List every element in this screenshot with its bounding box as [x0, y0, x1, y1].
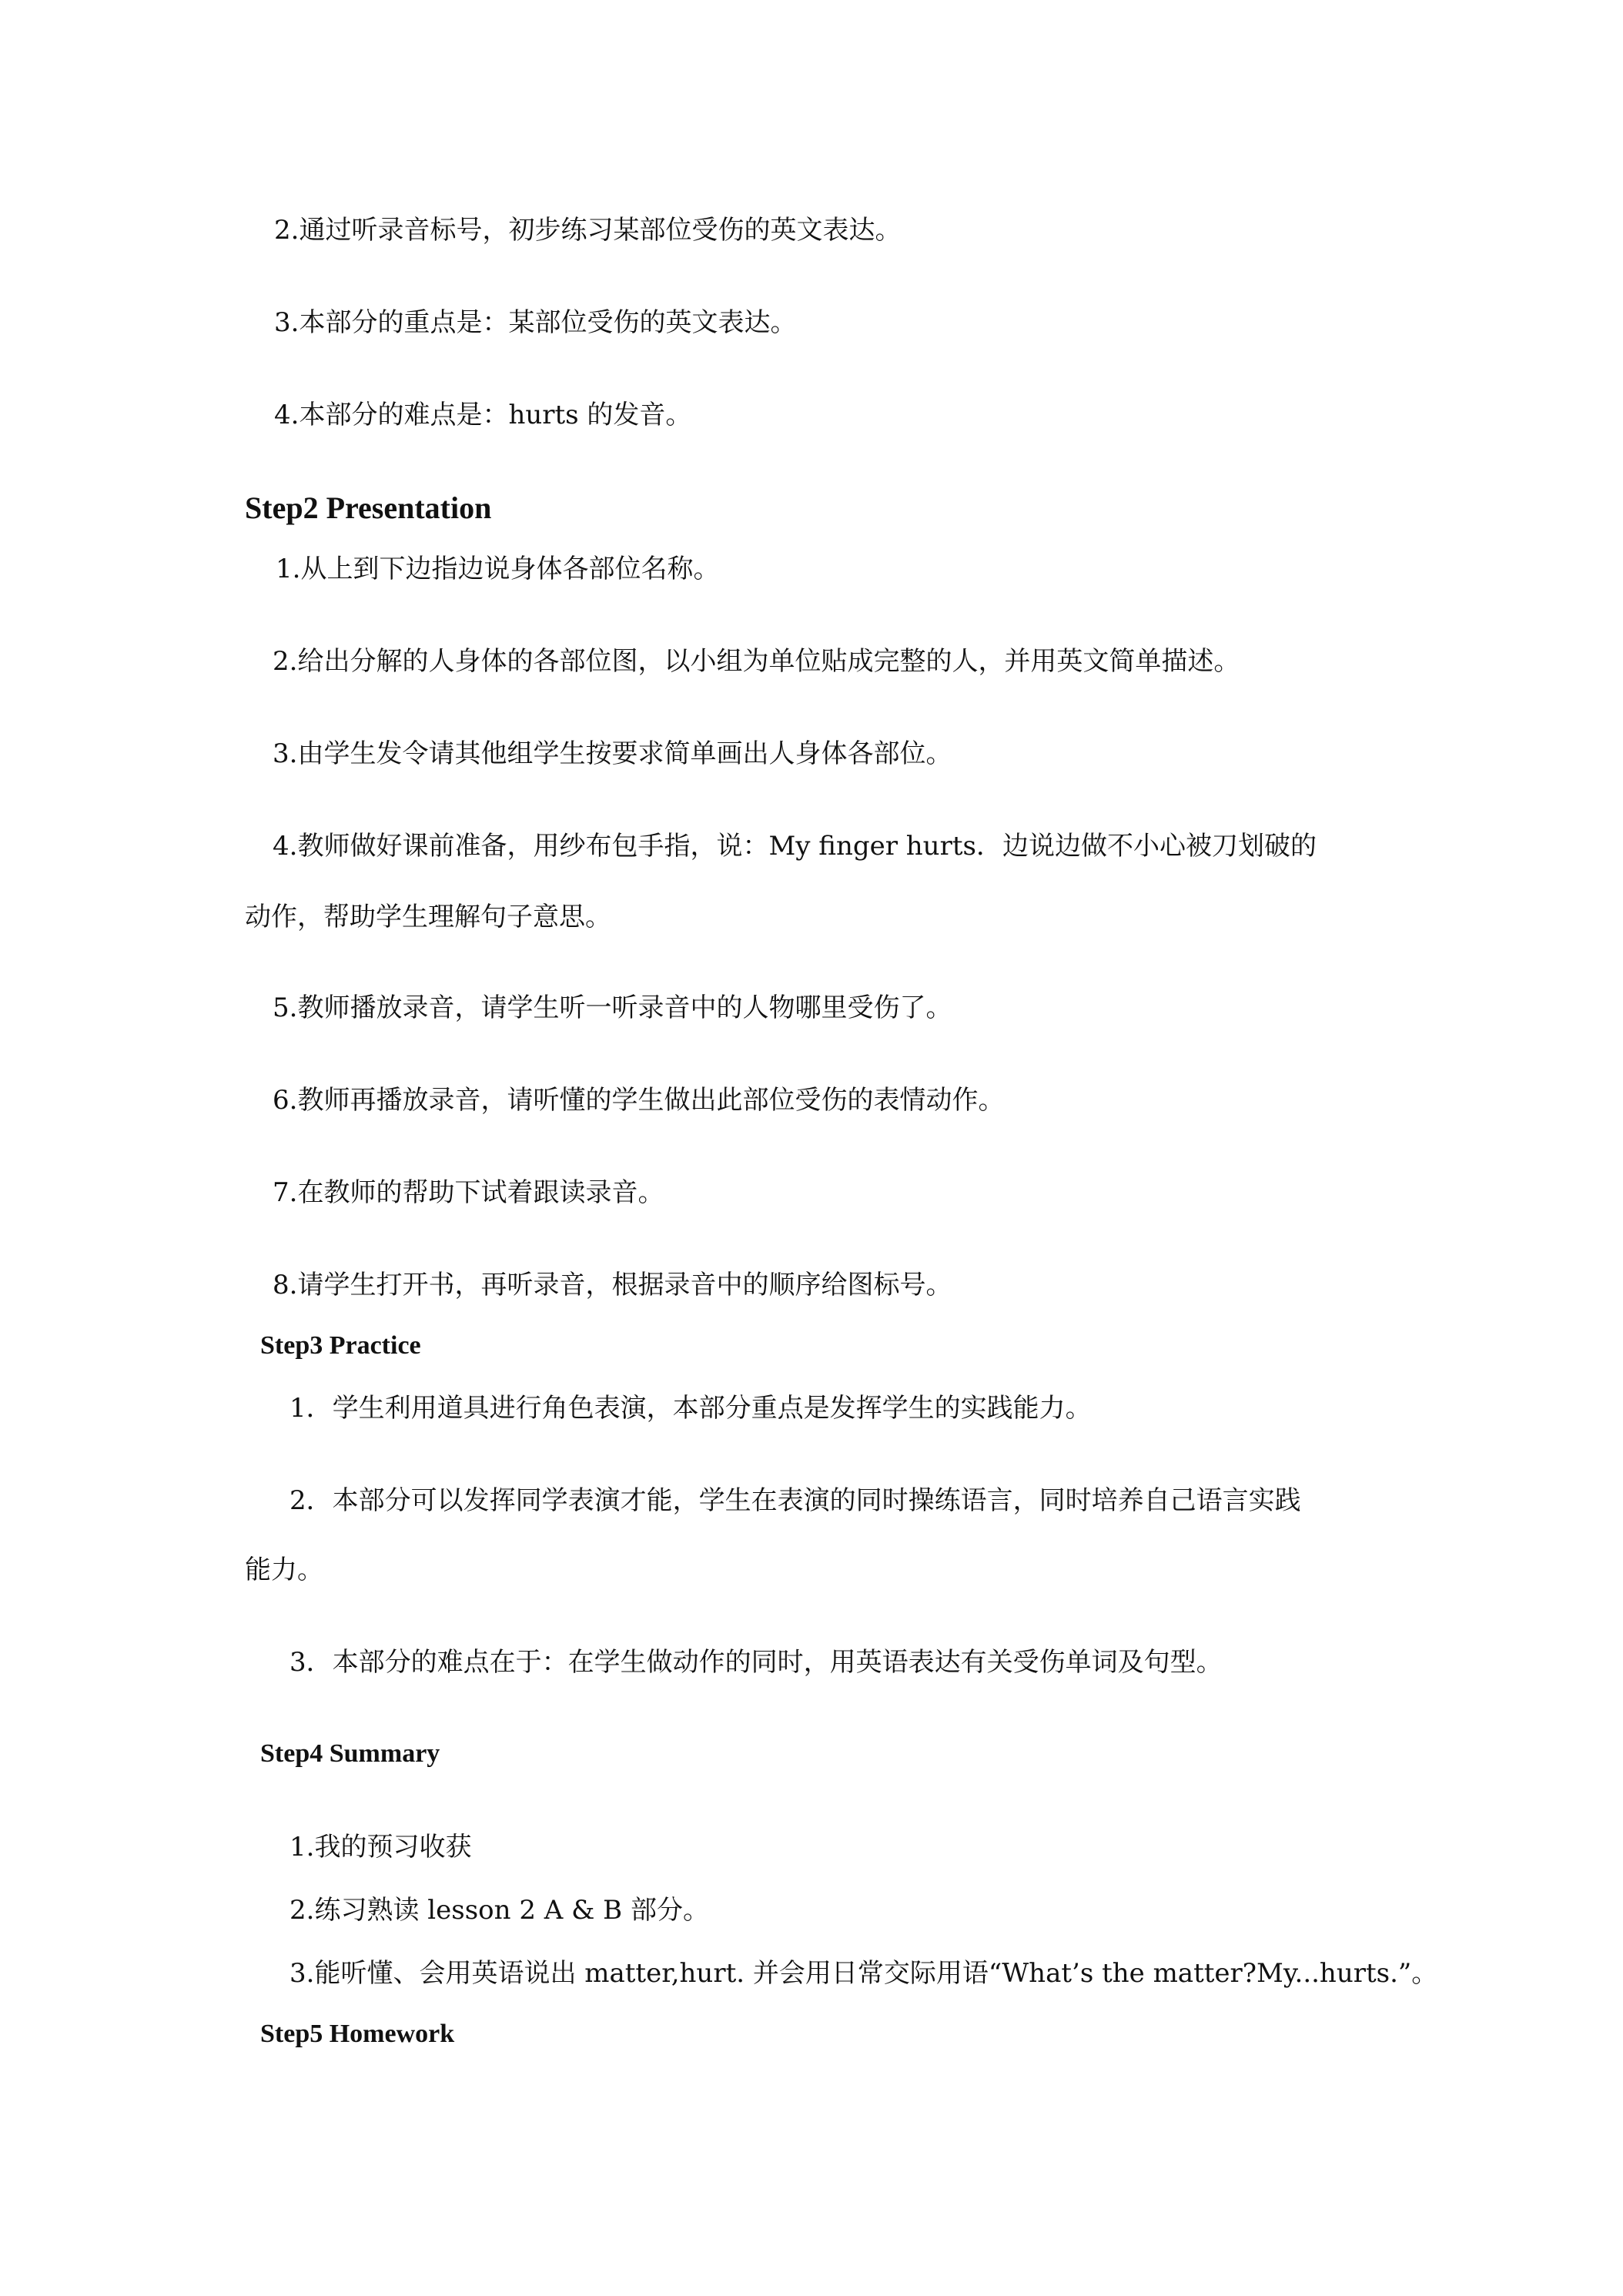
step2-item-4-line-1: 4.教师做好课前准备，用纱布包手指，说：My finger hurts．边说边做不小心被刀划破的 — [273, 831, 1317, 862]
step2-item-6: 6.教师再播放录音，请听懂的学生做出此部位受伤的表情动作。 — [273, 1085, 1005, 1116]
step3-item-2-line-1: 2．本部分可以发挥同学表演才能，学生在表演的同时操练语言，同时培养自己语言实践 — [289, 1485, 1301, 1516]
step4-item-3: 3.能听懂、会用英语说出 matter,hurt. 并会用日常交际用语“What’s the matter?My...hurts.”。 — [289, 1958, 1438, 1989]
step3-heading: Step3 Practice — [260, 1331, 421, 1360]
intro-item-3: 3.本部分的重点是：某部位受伤的英文表达。 — [274, 307, 797, 338]
step2-heading: Step2 Presentation — [245, 490, 492, 525]
step4-heading: Step4 Summary — [260, 1739, 440, 1768]
step4-item-1: 1.我的预习收获 — [289, 1832, 472, 1863]
step5-heading: Step5 Homework — [260, 2020, 455, 2048]
step2-item-8: 8.请学生打开书，再听录音，根据录音中的顺序给图标号。 — [273, 1270, 952, 1300]
step2-item-7: 7.在教师的帮助下试着跟读录音。 — [273, 1177, 664, 1208]
step2-item-1: 1.从上到下边指边说身体各部位名称。 — [276, 554, 720, 584]
step3-item-3: 3．本部分的难点在于：在学生做动作的同时，用英语表达有关受伤单词及句型。 — [289, 1647, 1223, 1678]
step4-item-2: 2.练习熟读 lesson 2 A & B 部分。 — [289, 1895, 709, 1926]
intro-item-4: 4.本部分的难点是：hurts 的发音。 — [274, 400, 692, 430]
intro-item-2: 2.通过听录音标号，初步练习某部位受伤的英文表达。 — [274, 215, 902, 246]
step3-item-2-line-2: 能力。 — [245, 1555, 323, 1585]
step2-item-4-line-2: 动作，帮助学生理解句子意思。 — [245, 902, 611, 932]
step3-item-1: 1．学生利用道具进行角色表演，本部分重点是发挥学生的实践能力。 — [289, 1393, 1092, 1424]
step2-item-3: 3.由学生发令请其他组学生按要求简单画出人身体各部位。 — [273, 738, 952, 769]
step2-item-5: 5.教师播放录音，请学生听一听录音中的人物哪里受伤了。 — [273, 992, 952, 1023]
step2-item-2: 2.给出分解的人身体的各部位图，以小组为单位贴成完整的人，并用英文简单描述。 — [273, 646, 1240, 677]
